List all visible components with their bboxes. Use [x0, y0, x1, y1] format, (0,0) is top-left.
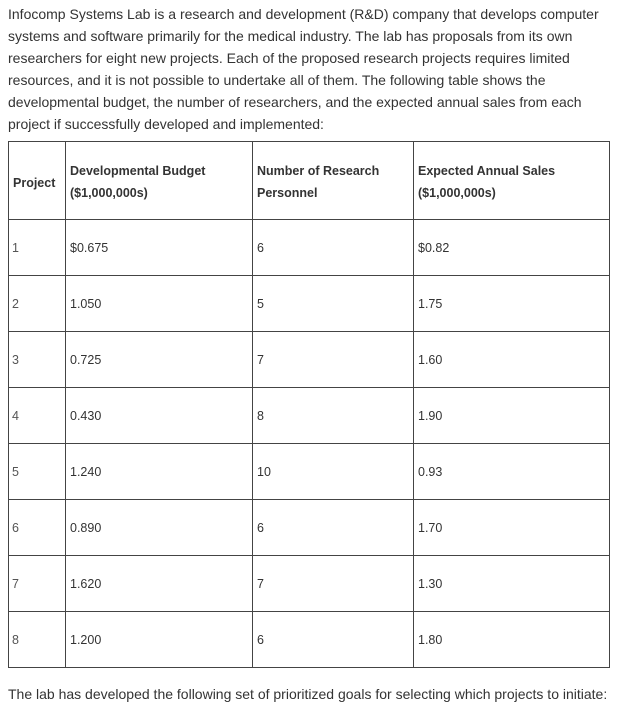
- header-sales: [414, 142, 610, 220]
- table-row: [9, 220, 610, 276]
- cell-personnel: 8: [253, 388, 414, 444]
- table-row: [9, 332, 610, 388]
- header-sales-line1: Expected Annual Sales: [418, 164, 556, 178]
- cell-personnel: 6: [253, 612, 414, 668]
- cell-personnel: 7: [253, 332, 414, 388]
- cell-budget: 0.430: [66, 388, 253, 444]
- table-header: [9, 142, 610, 220]
- table-row: [9, 500, 610, 556]
- header-budget-line1: Developmental Budget: [70, 164, 206, 178]
- cell-budget: 1.200: [66, 612, 253, 668]
- cell-sales: $0.82: [414, 220, 610, 276]
- table-row: [9, 388, 610, 444]
- cell-project: 7: [9, 556, 66, 612]
- cell-sales: 1.30: [414, 556, 610, 612]
- cell-sales: 0.93: [414, 444, 610, 500]
- cell-budget: $0.675: [66, 220, 253, 276]
- cell-sales: 1.70: [414, 500, 610, 556]
- table-body: [9, 220, 610, 668]
- cell-project: 3: [9, 332, 66, 388]
- cell-sales: 1.80: [414, 612, 610, 668]
- cell-project: 2: [9, 276, 66, 332]
- cell-budget: 1.620: [66, 556, 253, 612]
- projects-table: [8, 141, 610, 668]
- table-row: [9, 444, 610, 500]
- intro-paragraph: Infocomp Systems Lab is a research and development (R&D) company that develops computer systems and software primarily for the medical industry. The lab has proposals from its own researchers for eight new projects. Each of the proposed research projects requires limited resources, and it is not possible to undertake all of them. The following table shows the developmental budget, the number of researchers, and the expected annual sales from each project if successfully developed and implemented:: [8, 6, 599, 132]
- header-personnel-line1: Number of Research: [257, 164, 380, 178]
- cell-personnel: 5: [253, 276, 414, 332]
- cell-budget: 1.240: [66, 444, 253, 500]
- cell-budget: 0.725: [66, 332, 253, 388]
- cell-personnel: 10: [253, 444, 414, 500]
- cell-personnel: 6: [253, 500, 414, 556]
- header-project: [9, 142, 66, 220]
- cell-project: 1: [9, 220, 66, 276]
- cell-personnel: 7: [253, 556, 414, 612]
- table-row: [9, 556, 610, 612]
- header-budget: [66, 142, 253, 220]
- header-row: [9, 142, 610, 220]
- header-sales-line2: ($1,000,000s): [418, 186, 496, 200]
- cell-project: 5: [9, 444, 66, 500]
- cell-sales: 1.60: [414, 332, 610, 388]
- projects-table-container: [8, 141, 610, 668]
- header-project-label: Project: [13, 176, 56, 190]
- header-personnel: [253, 142, 414, 220]
- outro-paragraph: The lab has developed the following set of prioritized goals for selecting which projects to initiate:: [8, 686, 608, 702]
- table-row: [9, 276, 610, 332]
- cell-project: 4: [9, 388, 66, 444]
- cell-budget: 0.890: [66, 500, 253, 556]
- cell-budget: 1.050: [66, 276, 253, 332]
- cell-personnel: 6: [253, 220, 414, 276]
- cell-sales: 1.90: [414, 388, 610, 444]
- cell-project: 8: [9, 612, 66, 668]
- cell-sales: 1.75: [414, 276, 610, 332]
- cell-project: 6: [9, 500, 66, 556]
- table-row: [9, 612, 610, 668]
- header-budget-line2: ($1,000,000s): [70, 186, 148, 200]
- header-personnel-line2: Personnel: [257, 186, 318, 200]
